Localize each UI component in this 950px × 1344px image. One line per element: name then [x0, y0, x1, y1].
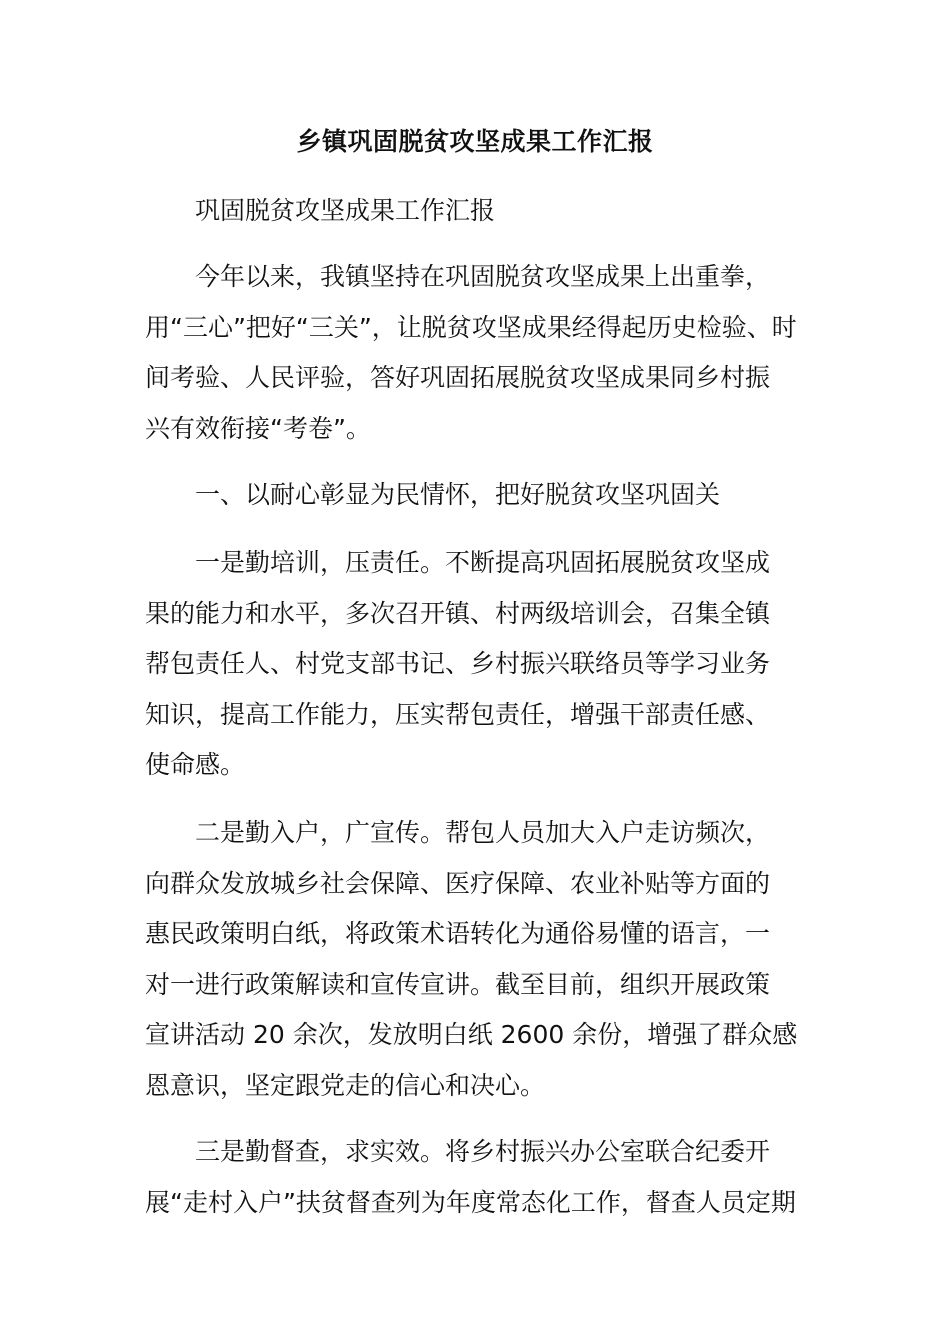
section-heading-text: 一、以耐心彰显为民情怀，把好脱贫攻坚巩固关 [195, 480, 721, 509]
intro-line: 兴有效衔接“考卷”。 [145, 413, 371, 443]
paragraph-training [145, 538, 807, 791]
paragraph-inspection [145, 1127, 807, 1228]
document-title: 乡镇巩固脱贫攻坚成果工作汇报 [296, 127, 654, 156]
paragraph-line: 惠民政策明白纸，将政策术语转化为通俗易懂的语言，一 [145, 919, 771, 948]
paragraph-line: 向群众发放城乡社会保障、医疗保障、农业补贴等方面的 [145, 868, 771, 898]
intro-line: 间考验、人民评验，答好巩固拓展脱贫攻坚成果同乡村振 [145, 363, 771, 392]
intro-line: 用“三心”把好“三关”，让脱贫攻坚成果经得起历史检验、时 [145, 312, 797, 342]
section-heading [145, 470, 807, 521]
intro-paragraph [145, 252, 807, 454]
paragraph-visits [145, 808, 807, 1111]
intro-line: 今年以来，我镇坚持在巩固脱贫攻坚成果上出重拳， [195, 262, 771, 291]
subtitle-line: 巩固脱贫攻坚成果工作汇报 [195, 196, 496, 225]
paragraph-line: 帮包责任人、村党支部书记、乡村振兴联络员等学习业务 [145, 649, 771, 678]
paragraph-line: 对一进行政策解读和宣传宣讲。截至目前，组织开展政策 [145, 969, 771, 999]
paragraph-line: 恩意识，坚定跟党走的信心和决心。 [145, 1070, 546, 1100]
paragraph-line: 果的能力和水平，多次召开镇、村两级培训会，召集全镇 [145, 598, 771, 628]
paragraph-line: 三是勤督查，求实效。将乡村振兴办公室联合纪委开 [195, 1137, 771, 1166]
paragraph-line: 展“走村入户”扶贫督查列为年度常态化工作，督查人员定期 [145, 1187, 796, 1217]
paragraph-line: 知识，提高工作能力，压实帮包责任，增强干部责任感、 [145, 699, 771, 729]
paragraph-line: 二是勤入户，广宣传。帮包人员加大入户走访频次， [195, 818, 771, 847]
paragraph-line: 宣讲活动 20 余次，发放明白纸 2600 余份，增强了群众感 [145, 1020, 798, 1049]
paragraph-line: 使命感。 [145, 750, 246, 779]
paragraph-line: 一是勤培训，压责任。不断提高巩固拓展脱贫攻坚成 [195, 548, 771, 577]
document-subtitle [145, 186, 807, 237]
